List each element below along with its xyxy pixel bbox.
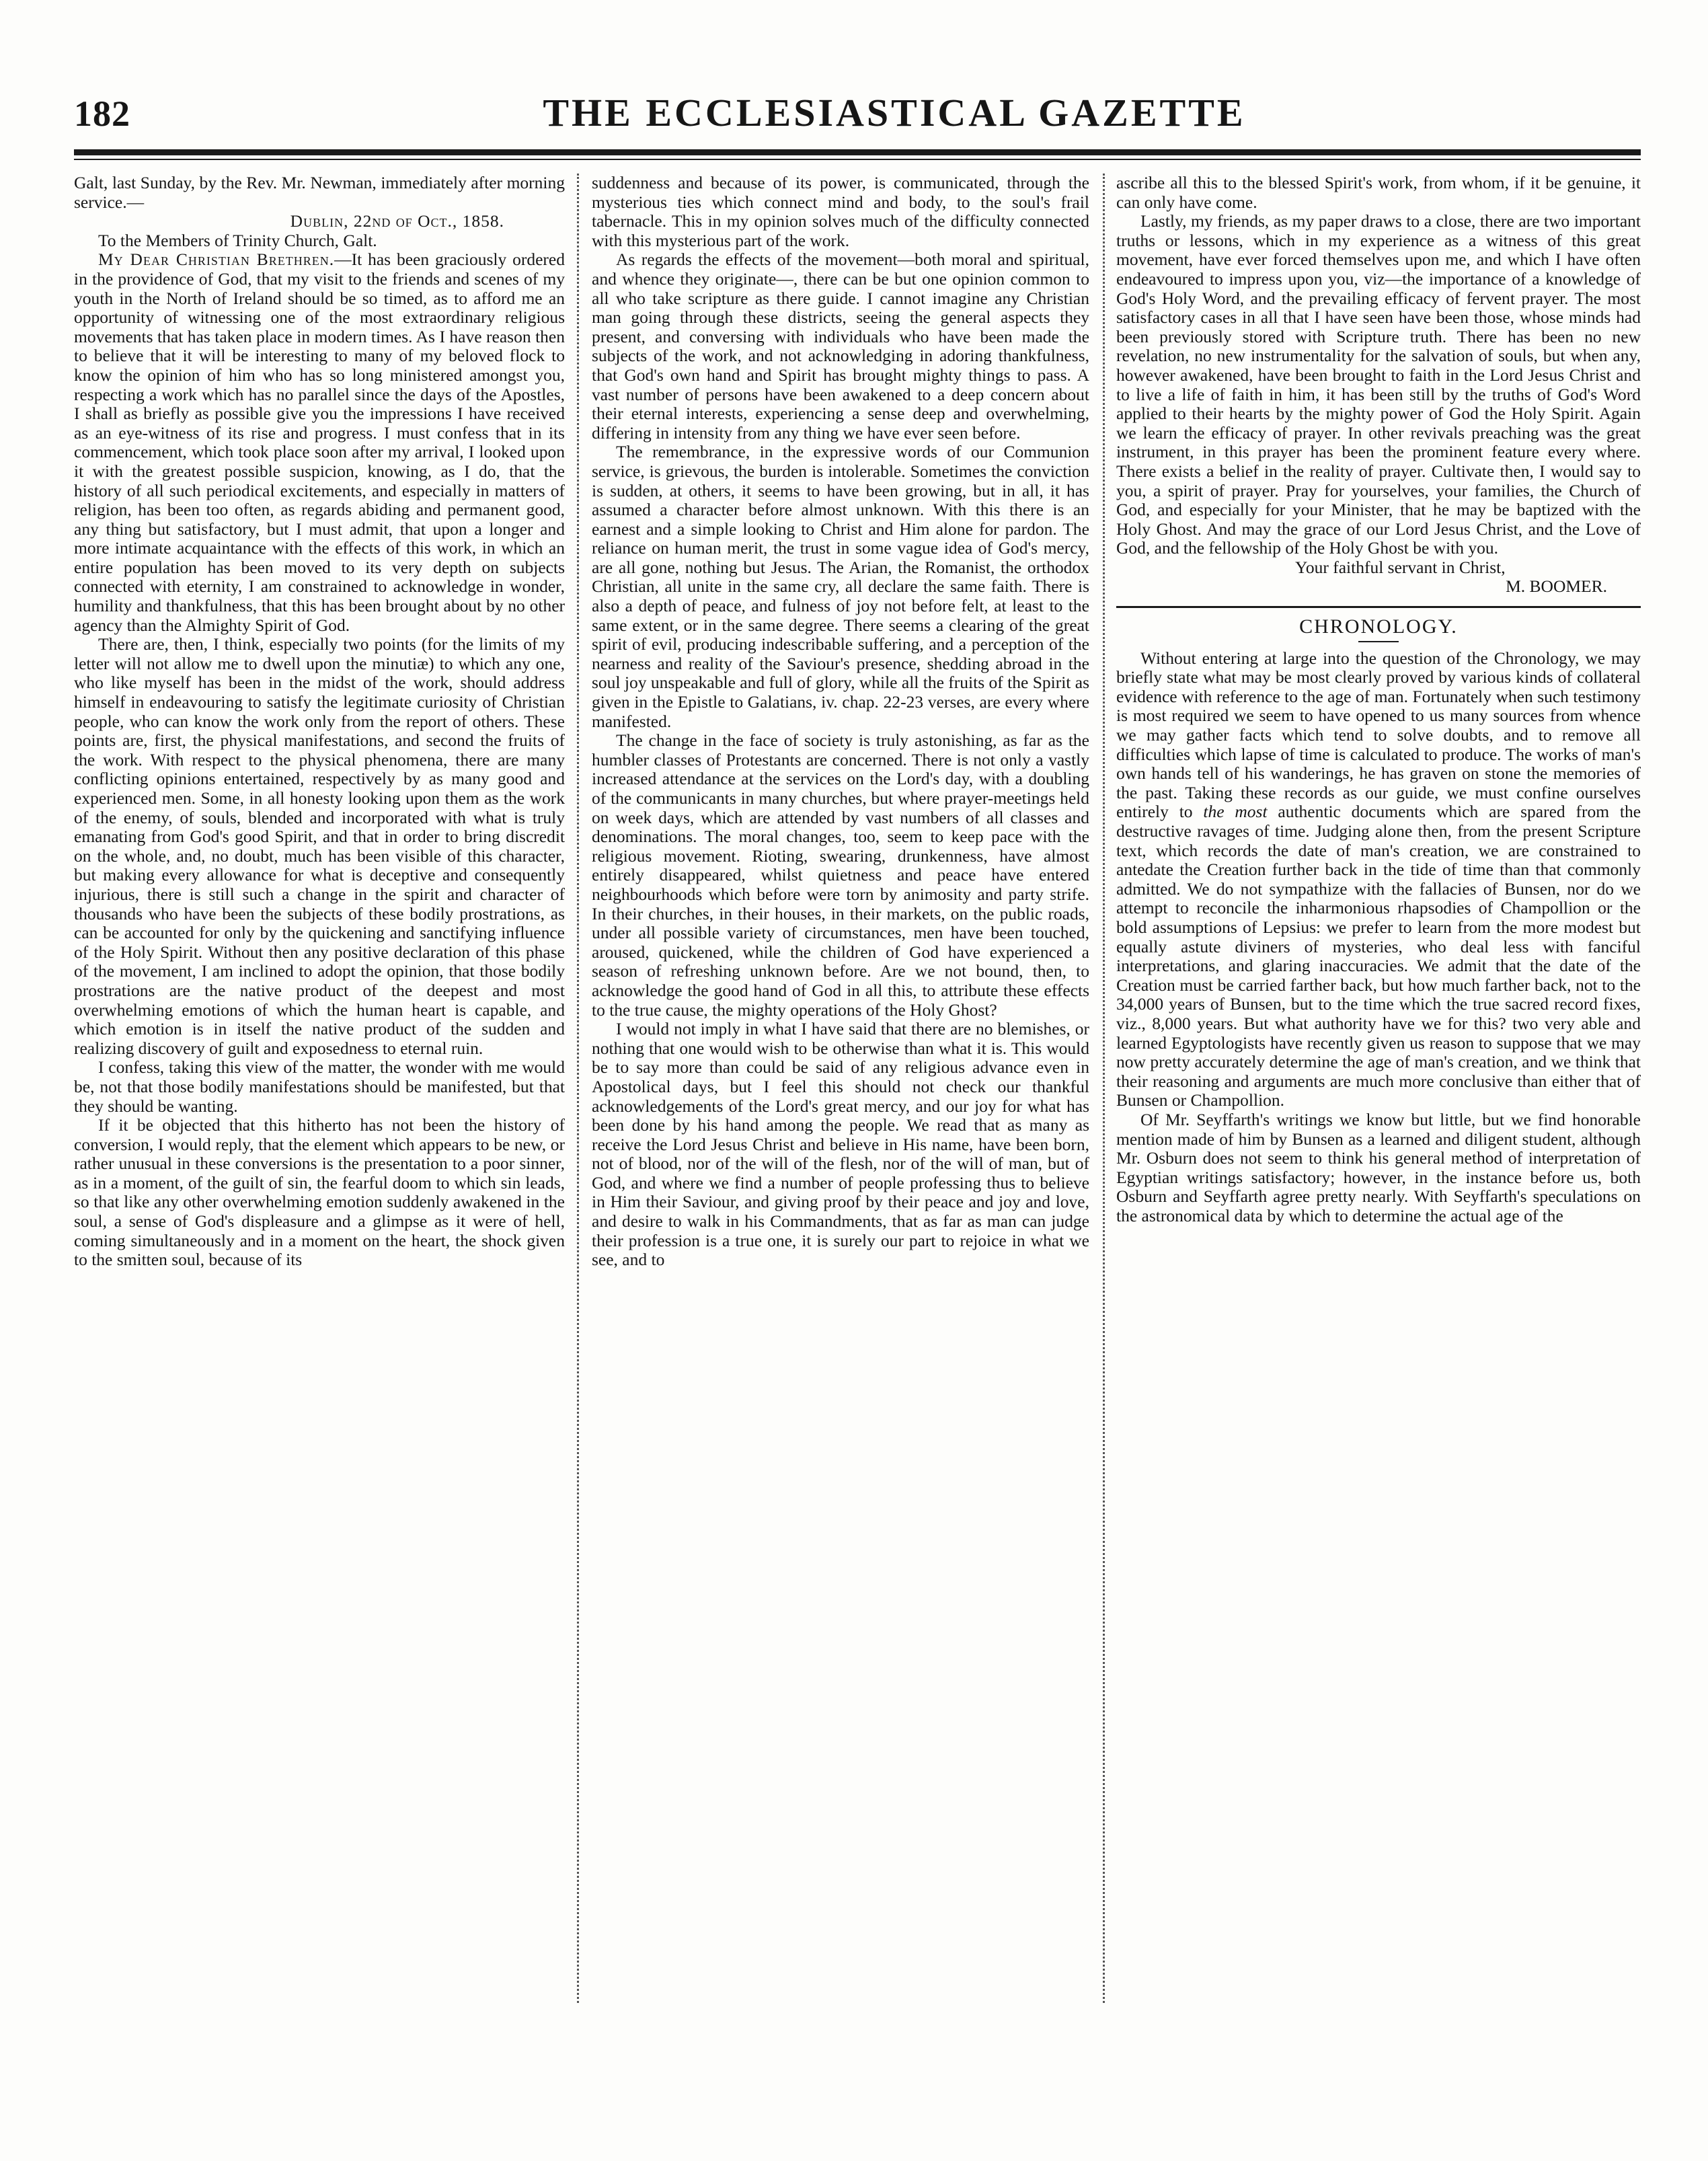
column-separator bbox=[577, 174, 579, 2003]
letter-signoff: Your faithful servant in Christ, bbox=[1295, 557, 1506, 577]
column-2 bbox=[592, 174, 1089, 2016]
letter-intro: Galt, last Sunday, by the Rev. Mr. Newman, immediately after morning service.— bbox=[74, 174, 565, 212]
letter-paragraph bbox=[74, 250, 565, 635]
letter-paragraph: The remembrance, in the expressive words of our Communion service, is grievous, the burden is intolerable. Sometimes the conviction is sudden, at others, it seems to have been growing, but in all, it has assumed a character before almost unknown. With this there is an earnest and a simple looking to Christ and Him alone for pardon. The reliance on human merit, the trust in some vague idea of God's mercy, are all gone, nothing but Jesus. The Arian, the Romanist, the orthodox Christian, all unite in the same cry, all declare the same faith. There is also a depth of peace, and fulness of joy not before felt, at least to the same extent, or in the same degree. There seems a clearing of the great spirit of evil, producing indescribable suffering, and a perception of the nearness and reality of the Saviour's presence, shedding abroad in the soul joy unspeakable and full of glory, while all the fruits of the Spirit as given in the Epistle to Galatians, iv. chap. 22-23 verses, are every where manifested. bbox=[592, 442, 1089, 731]
article-paragraph bbox=[1116, 649, 1641, 1110]
letter-paragraph: I confess, taking this view of the matter, the wonder with me would be, not that those bodily manifestations should be manifested, but that they should be wanting. bbox=[74, 1057, 565, 1116]
letter-paragraph: Lastly, my friends, as my paper draws to a close, there are two important truths or lessons, which in my experience as a witness of this great movement, have ever forced themselves upon me, and which I have often endeavoured to impress upon you, viz—the importance of a knowledge of God's Holy Word, and the prevailing efficacy of fervent prayer. The most satisfactory cases in all that I have seen have been those, whose minds had been previously stored with Scripture truth. There has been no new revelation, no new instrumentality for the salvation of souls, but when any, however awakened, have been brought to faith in the Lord Jesus Christ and to live a life of faith in him, it has been still by the truths of God's Word applied to their hearts by the mighty power of God the Holy Spirit. Again we learn the efficacy of prayer. In other revivals preaching was the great instrument, in this prayer has been the prominent feature every where. There exists a belief in the reality of prayer. Cultivate then, I would say to you, a spirit of prayer. Pray for yourselves, your families, the Church of God, and especially for your Minister, that he may be baptized with the Holy Ghost. And may the grace of our Lord Jesus Christ, and the Love of God, and the fellowship of the Holy Ghost be with you. bbox=[1116, 211, 1641, 558]
article-text: Without entering at large into the question of the Chronology, we may briefly state what may be most clearly proved by various kinds of collateral evidence with reference to the age of man. Fortunately when such testimony is most required we seem to have opened to us many sources from whence we may gather facts which tend to solve doubts, and to remove all difficulties which lapse of time is calculated to produce. The works of man's own hands tell of his wanderings, he has graven on stone the memories of the past. Taking these records as our guide, we must confine ourselves entirely to bbox=[1116, 648, 1641, 822]
column-separator bbox=[1103, 174, 1105, 2003]
page-number: 182 bbox=[74, 93, 130, 134]
column-3 bbox=[1116, 174, 1641, 2016]
header-rule-thin bbox=[74, 159, 1641, 160]
masthead-title: THE ECCLESIASTICAL GAZETTE bbox=[543, 91, 1246, 135]
letter-addressee: To the Members of Trinity Church, Galt. bbox=[98, 230, 377, 250]
letter-dateline: Dublin, 22nd of Oct., 1858. bbox=[290, 211, 504, 231]
letter-salutation: My Dear Christian Brethren. bbox=[98, 250, 335, 270]
article-emphasis: the most bbox=[1203, 802, 1268, 822]
letter-paragraph: There are, then, I think, especially two points (for the limits of my letter will not allow me to dwell upon the minutiæ) to which any one, who like myself has been in the midst of the work, should address himself in endeavouring to satisfy the legitimate curiosity of Christian people, who can know the work only from the report of others. These points are, first, the physical manifestations, and second the fruits of the work. With respect to the physical phenomena, there are many conflicting opinions entertained, respectively by as many good and experienced men. Some, in all honesty looking upon them as the work of the enemy, of souls, blended and incorporated with what is truly emanating from God's good Spirit, and that in order to bring discredit on the whole, and, no doubt, much has been visible of this character, but making every allowance for what is deceptive and consequently injurious, there is still such a change in the spirit and character of thousands who have been the subjects of these bodily prostrations, as can be accounted for only by the quickening and sanctifying influence of the Holy Spirit. Without then any positive declaration of this phase of the movement, I am inclined to adopt the opinion, that those bodily prostrations are the native product of the deepest and most overwhelming emotions of which the human heart is capable, and which emotion is in itself the native product of the sudden and realizing discovery of guilt and exposedness to eternal ruin. bbox=[74, 634, 565, 1058]
letter-paragraph: If it be objected that this hitherto has not been the history of conversion, I would reply, that the element which appears to be new, or rather unusual in these conversions is the presentation to a poor sinner, as in a moment, of the guilt of sin, the fearful doom to which sin leads, so that like any other overwhelming emotion suddenly awakened in the soul, a sense of God's displeasure and a glimpse as it were of hell, coming simultaneously and in a moment on the heart, the shock given to the smitten soul, because of its bbox=[74, 1115, 565, 1270]
letter-paragraph: The change in the face of society is truly astonishing, as far as the humbler classes of Protestants are concerned. There is not only a vastly increased attendance at the services on the Lord's day, with a doubling of the communicants in many churches, but where prayer-meetings held on week days, which are attended by vast numbers of all classes and denominations. The moral changes, too, seem to keep pace with the religious movement. Rioting, swearing, drunkenness, have almost entirely disappeared, whilst quietness and peace have entered neighbourhoods which before were torn by animosity and party strife. In their churches, in their houses, in their markets, on the public roads, under all possible variety of circumstances, men have been touched, aroused, quickened, while the children of God have experienced a season of refreshing unknown before. Are we not bound, then, to acknowledge the good hand of God in all this, to attribute these effects to the true cause, the mighty operations of the Holy Ghost? bbox=[592, 730, 1089, 1020]
letter-paragraph-text: —It has been graciously ordered in the providence of God, that my visit to the friends and scenes of my youth in the North of Ireland should be so timed, as to afford me an opportunity of witnessing one of the most extraordinary religious movements that has taken place in modern times. As I have reason then to believe that it will be interesting to many of my beloved flock to know the opinion of him who has so long ministered amongst you, respecting a work which has no parallel since the days of the Apostles, I shall as briefly as possible give you the impressions I have received as an eye-witness of its rise and progress. I must confess that in its commencement, which took place soon after my arrival, I looked upon it with the greatest possible suspicion, knowing, as I do, that the history of all such periodical excitements, and especially in matters of religion, has been too often, as regards abiding and permanent good, any thing but satisfactory, but I must admit, that upon a longer and more intimate acquaintance with the effects of this work, in which an entire population has been moved to its very depth on subjects connected with eternity, I am constrained to acknowledge in wonder, humility and thankfulness, that this has been brought about by no other agency than the Almighty Spirit of God. bbox=[74, 250, 565, 635]
letter-signature: M. BOOMER. bbox=[1506, 576, 1607, 597]
section-divider bbox=[1116, 606, 1641, 608]
letter-paragraph: suddenness and because of its power, is communicated, through the mysterious ties which connect mind and body, to the soul's frail tabernacle. This in my opinion solves much of the difficulty connected with this mysterious part of the work. bbox=[592, 174, 1089, 250]
article-text: authentic documents which are spared from the destructive ravages of time. Judging alone then, from the present Scripture text, which records the date of man's creation, we are constrained to antedate the Creation further back in the tide of time than that commonly admitted. We do not sympathize with the fallacies of Bunsen, nor do we attempt to reconcile the inharmonious rhapsodies of Champollion or the bold assumptions of Lepsius: we prefer to learn from the more modest but equally astute diviners of mysteries, who deal less with fanciful interpretations, and glaring inaccuracies. We admit that the date of the Creation must be carried farther back, but how much farther back, not to the 34,000 years of Bunsen, but to the time which the true sacred record fixes, viz., 8,000 years. But what authority have we for this? two very able and learned Egyptologists have recently given us reason to suppose that we may now pretty accurately determine the age of man's creation, and we think that their reasoning and arguments are much more conclusive than either that of Bunsen or Champollion. bbox=[1116, 802, 1641, 1110]
letter-paragraph: ascribe all this to the blessed Spirit's work, from whom, if it be genuine, it can only have come. bbox=[1116, 174, 1641, 212]
section-heading: CHRONOLOGY. bbox=[1299, 615, 1458, 638]
header-rule-thick bbox=[74, 149, 1641, 155]
heading-underline bbox=[1358, 641, 1399, 642]
article-paragraph: Of Mr. Seyffarth's writings we know but little, but we find honorable mention made of him by Bunsen as a learned and diligent student, although Mr. Osburn does not seem to think his general method of interpretation of Egyptian writings satisfactory; however, in the instance before us, both Osburn and Seyffarth agree pretty nearly. With Seyffarth's speculations on the astronomical data by which to determine the actual age of the bbox=[1116, 1109, 1641, 1225]
letter-paragraph: I would not imply in what I have said that there are no blemishes, or nothing that one would wish to be otherwise than what it is. This would be to say more than could be said of any religious advance even in Apostolical days, but I feel this should not check our thankful acknowledgements of the Lord's great mercy, and our joy for what has been done by his hand among the people. We read that as many as receive the Lord Jesus Christ and believe in His name, have been born, not of blood, nor of the will of the flesh, nor of the will of man, but of God, and where we find a number of people professing thus to believe in Him their Saviour, and giving proof by their peace and joy and love, and desire to walk in his Commandments, that as far as man can judge their profession is a true one, it is surely our part to rejoice in what we see, and to bbox=[592, 1019, 1089, 1270]
column-1 bbox=[74, 174, 565, 2016]
letter-paragraph: As regards the effects of the movement—both moral and spiritual, and whence they originate—, there can be but one opinion common to all who take scripture as there guide. I cannot imagine any Christian man going through these districts, seeing the general aspects they present, and conversing with individuals who have been made the subjects of the work, and not acknowledging in adoring thankfulness, that God's own hand and Spirit has brought mighty things to pass. A vast number of persons have been awakened to a deep concern about their eternal interests, experiencing a sense deep and overwhelming, differing in intensity from any thing we have ever seen before. bbox=[592, 250, 1089, 443]
